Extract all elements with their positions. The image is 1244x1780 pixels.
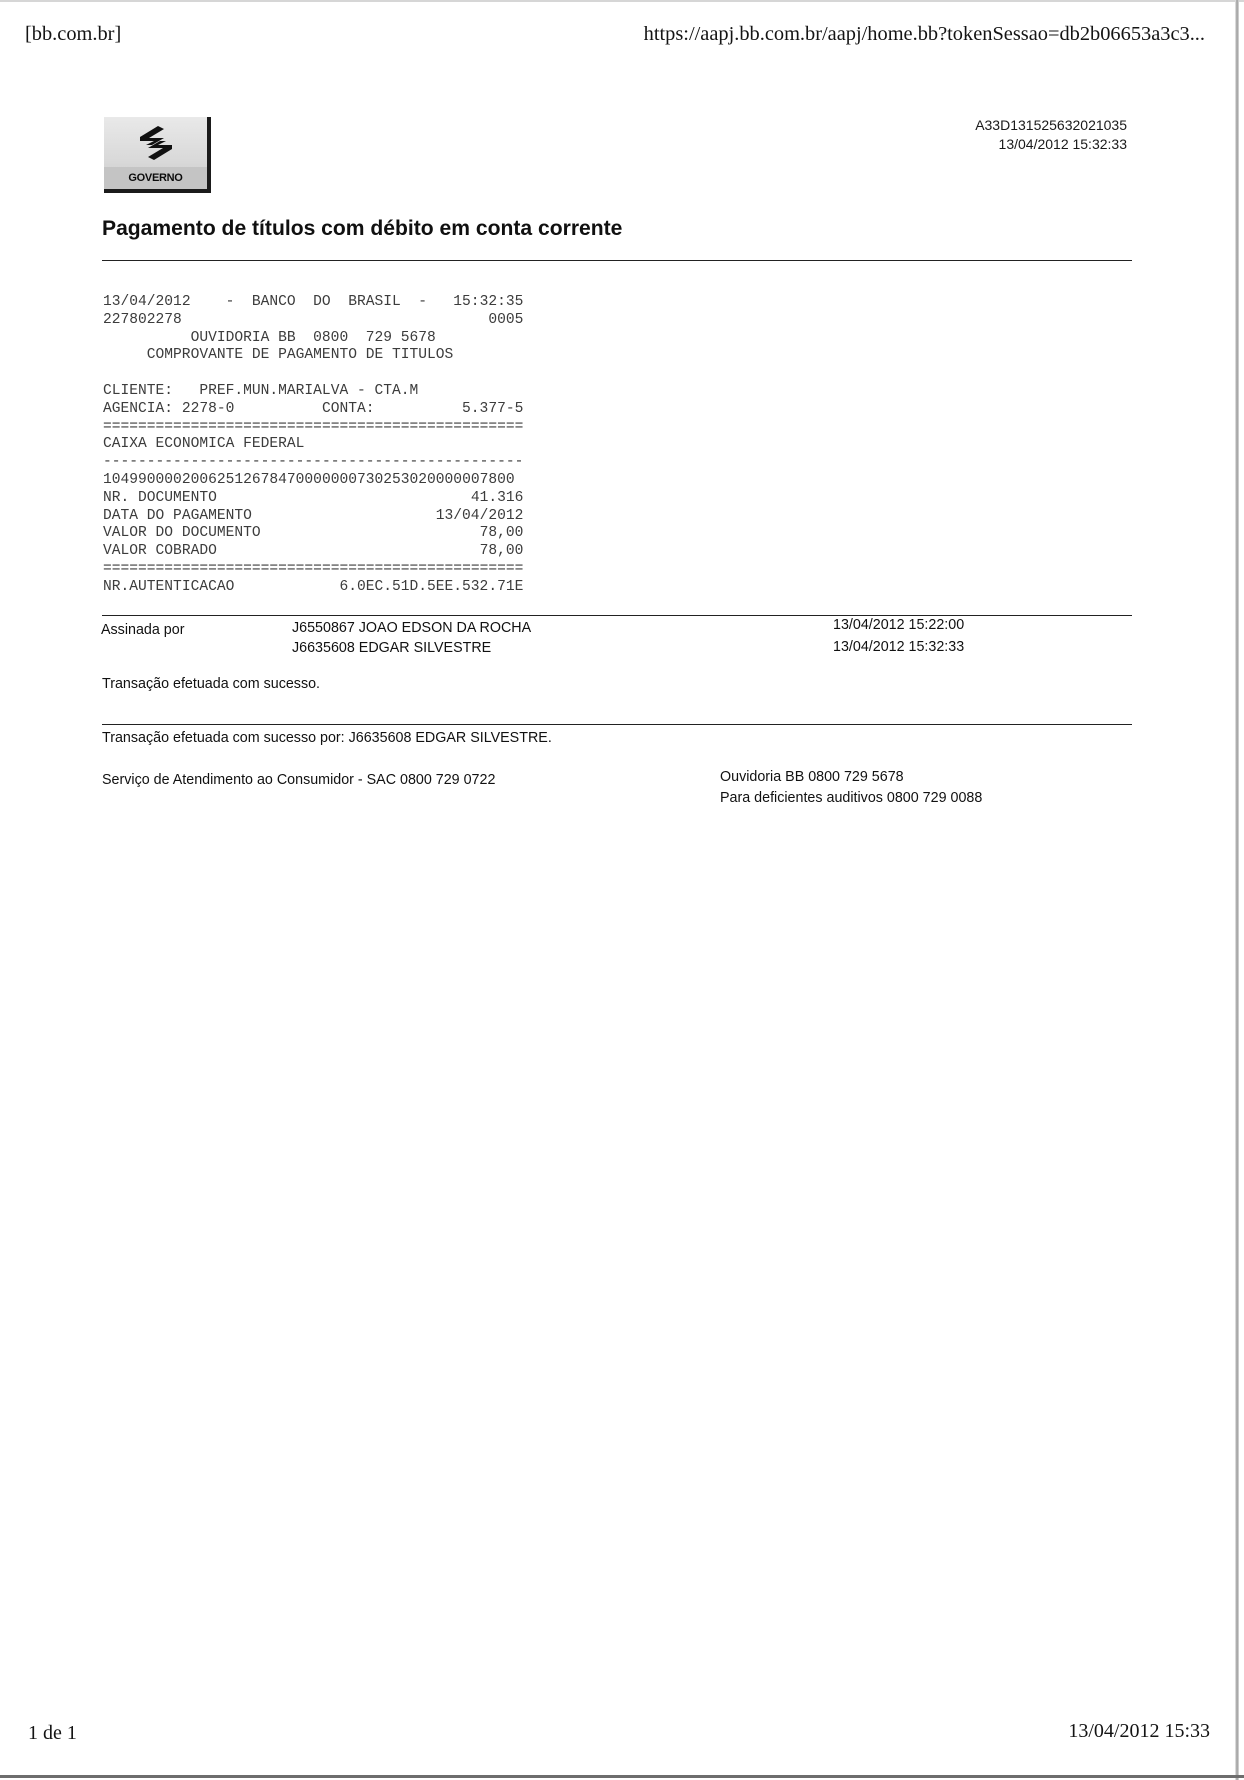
receipt-autenticacao-value: 6.0EC.51D.5EE.532.71E <box>339 578 524 595</box>
ouvidoria-contact: Ouvidoria BB 0800 729 5678 <box>720 769 904 785</box>
receipt-ouvidoria-line <box>103 330 523 348</box>
receipt-bank-name: - BANCO DO BRASIL - <box>225 294 428 310</box>
receipt-header-line <box>103 294 523 312</box>
receipt-barcode-line <box>103 472 523 490</box>
receipt-field-value: 78,00 <box>479 543 524 560</box>
receipt-separator-single <box>103 454 523 472</box>
session-datetime: 13/04/2012 15:32:33 <box>998 136 1127 152</box>
signer-name: J6550867 JOAO EDSON DA ROCHA <box>292 620 532 636</box>
receipt-field-label: VALOR COBRADO <box>103 543 217 560</box>
receipt-agencia-label: AGENCIA: <box>103 400 174 417</box>
receipt-separator-double <box>103 561 523 579</box>
separator-double-text: ================================================ <box>103 418 524 435</box>
scan-edge-top <box>0 0 1244 2</box>
receipt-field-value: 41.316 <box>470 489 524 506</box>
page-title: Pagamento de títulos com débito em conta corrente <box>102 217 623 240</box>
receipt-agencia-value: 2278-0 <box>181 400 235 417</box>
session-info <box>975 116 1127 154</box>
receipt-agencia-line <box>103 401 523 419</box>
logo-label: GOVERNO <box>128 172 183 184</box>
receipt-separator-double <box>103 419 523 437</box>
receipt-title: COMPROVANTE DE PAGAMENTO DE TITULOS <box>146 347 454 364</box>
title-divider <box>102 260 1132 261</box>
print-header-url: https://aapj.bb.com.br/aapj/home.bb?tokenSessao=db2b06653a3c3... <box>643 23 1205 45</box>
print-footer-page: 1 de 1 <box>28 1722 77 1744</box>
scan-edge-right <box>1235 0 1239 1780</box>
receipt-date: 13/04/2012 <box>103 294 191 310</box>
print-header-site: [bb.com.br] <box>25 23 122 45</box>
separator-single-text: ------------------------------------------------ <box>103 454 524 471</box>
signature-datetime: 13/04/2012 15:32:33 <box>833 639 965 655</box>
receipt-field-value: 78,00 <box>479 525 524 542</box>
status-divider <box>102 724 1132 725</box>
separator-double-text: ================================================ <box>103 560 524 577</box>
receipt-cliente-value: PREF.MUN.MARIALVA - CTA.M <box>199 382 419 399</box>
receipt-field-row <box>103 490 523 508</box>
receipt-autenticacao-line <box>103 579 523 597</box>
scan-edge-bottom <box>0 1775 1244 1778</box>
receipt-cliente-label: CLIENTE: <box>103 382 174 399</box>
deficientes-contact: Para deficientes auditivos 0800 729 0088 <box>720 790 983 806</box>
receipt-conta-value: 5.377-5 <box>462 400 524 417</box>
governo-logo <box>104 117 211 193</box>
receipt-cliente-line <box>103 383 523 401</box>
payment-receipt <box>103 294 523 597</box>
signatures-divider <box>102 615 1132 616</box>
receipt-field-row <box>103 543 523 561</box>
session-code: A33D131525632021035 <box>975 117 1127 133</box>
receipt-field-row <box>103 525 523 543</box>
status-message: Transação efetuada com sucesso. <box>102 676 321 692</box>
receipt-field-label: NR. DOCUMENTO <box>103 489 217 506</box>
receipt-ouvidoria: OUVIDORIA BB 0800 729 5678 <box>190 329 436 346</box>
receipt-field-label: DATA DO PAGAMENTO <box>103 507 252 524</box>
receipt-time: 15:32:35 <box>453 294 524 310</box>
signature-datetime: 13/04/2012 15:22:00 <box>833 617 965 633</box>
receipt-field-value: 13/04/2012 <box>435 507 524 524</box>
signatures-label: Assinada por <box>101 622 185 638</box>
receipt-terminal-code: 0005 <box>488 311 524 328</box>
receipt-terminal-line <box>103 312 523 330</box>
receipt-blank-line <box>103 365 523 383</box>
receipt-field-row <box>103 508 523 526</box>
receipt-field-label: VALOR DO DOCUMENTO <box>103 525 261 542</box>
bb-logo-icon <box>136 125 176 161</box>
receipt-autenticacao-label: NR.AUTENTICACAO <box>103 578 235 595</box>
receipt-title-line <box>103 347 523 365</box>
sac-contact: Serviço de Atendimento ao Consumidor - SAC 0800 729 0722 <box>102 772 496 788</box>
receipt-beneficiario-line <box>103 436 523 454</box>
receipt-barcode: 10499000020062512678470000000730253020000007800 <box>103 471 515 488</box>
print-footer-datetime: 13/04/2012 15:33 <box>1068 1720 1210 1742</box>
signer-name: J6635608 EDGAR SILVESTRE <box>292 640 492 656</box>
receipt-beneficiario: CAIXA ECONOMICA FEDERAL <box>103 436 305 453</box>
status-detail: Transação efetuada com sucesso por: J6635608 EDGAR SILVESTRE. <box>102 730 552 746</box>
receipt-conta-label: CONTA: <box>321 400 375 417</box>
receipt-terminal: 227802278 <box>103 311 182 328</box>
